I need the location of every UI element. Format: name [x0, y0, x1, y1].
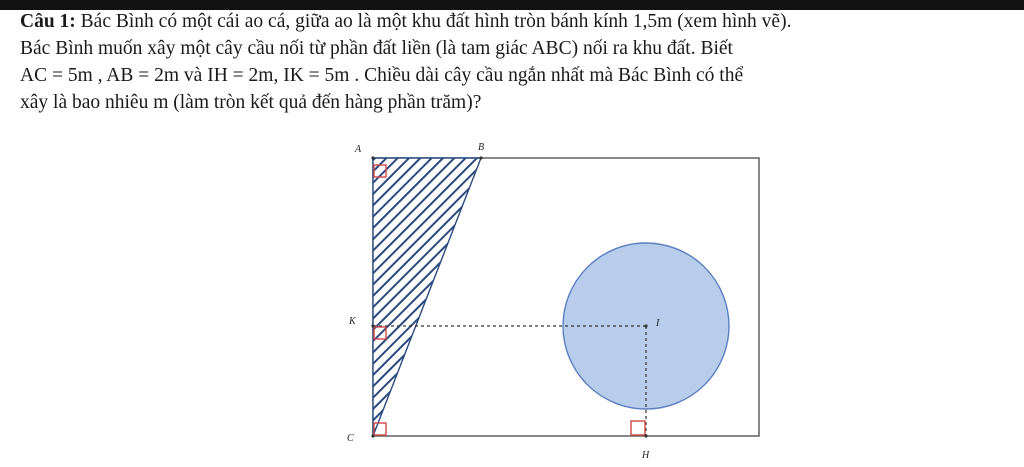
- right-angle-h: [631, 421, 645, 435]
- label-k: K: [349, 316, 356, 327]
- point-c-dot: [371, 434, 374, 437]
- label-h: H: [642, 450, 650, 461]
- problem-line-2: Bác Bình muốn xây một cây cầu nối từ phần đất liền (là tam giác ABC) nối ra khu đất. Biết: [20, 38, 733, 59]
- label-c: C: [347, 433, 354, 444]
- point-k-dot: [371, 324, 374, 327]
- point-h-dot: [644, 434, 647, 437]
- problem-line-1-text: Bác Bình có một cái ao cá, giữa ao là một khu đất hình tròn bánh kính 1,5m (xem hình vẽ).: [75, 11, 792, 32]
- label-b: B: [478, 142, 485, 153]
- point-a-dot: [371, 156, 374, 159]
- question-label: Câu 1:: [20, 11, 76, 32]
- label-i: I: [656, 318, 660, 329]
- point-b-dot: [479, 156, 482, 159]
- label-a: A: [355, 144, 362, 155]
- problem-line-3: AC = 5m , AB = 2m và IH = 2m, IK = 5m . Chiều dài cây cầu ngắn nhất mà Bác Bình có thể: [20, 65, 744, 86]
- problem-line-4: xây là bao nhiêu m (làm tròn kết quả đến hàng phần trăm)?: [20, 92, 482, 113]
- land-triangle: [373, 158, 481, 436]
- point-i-dot: [644, 324, 647, 327]
